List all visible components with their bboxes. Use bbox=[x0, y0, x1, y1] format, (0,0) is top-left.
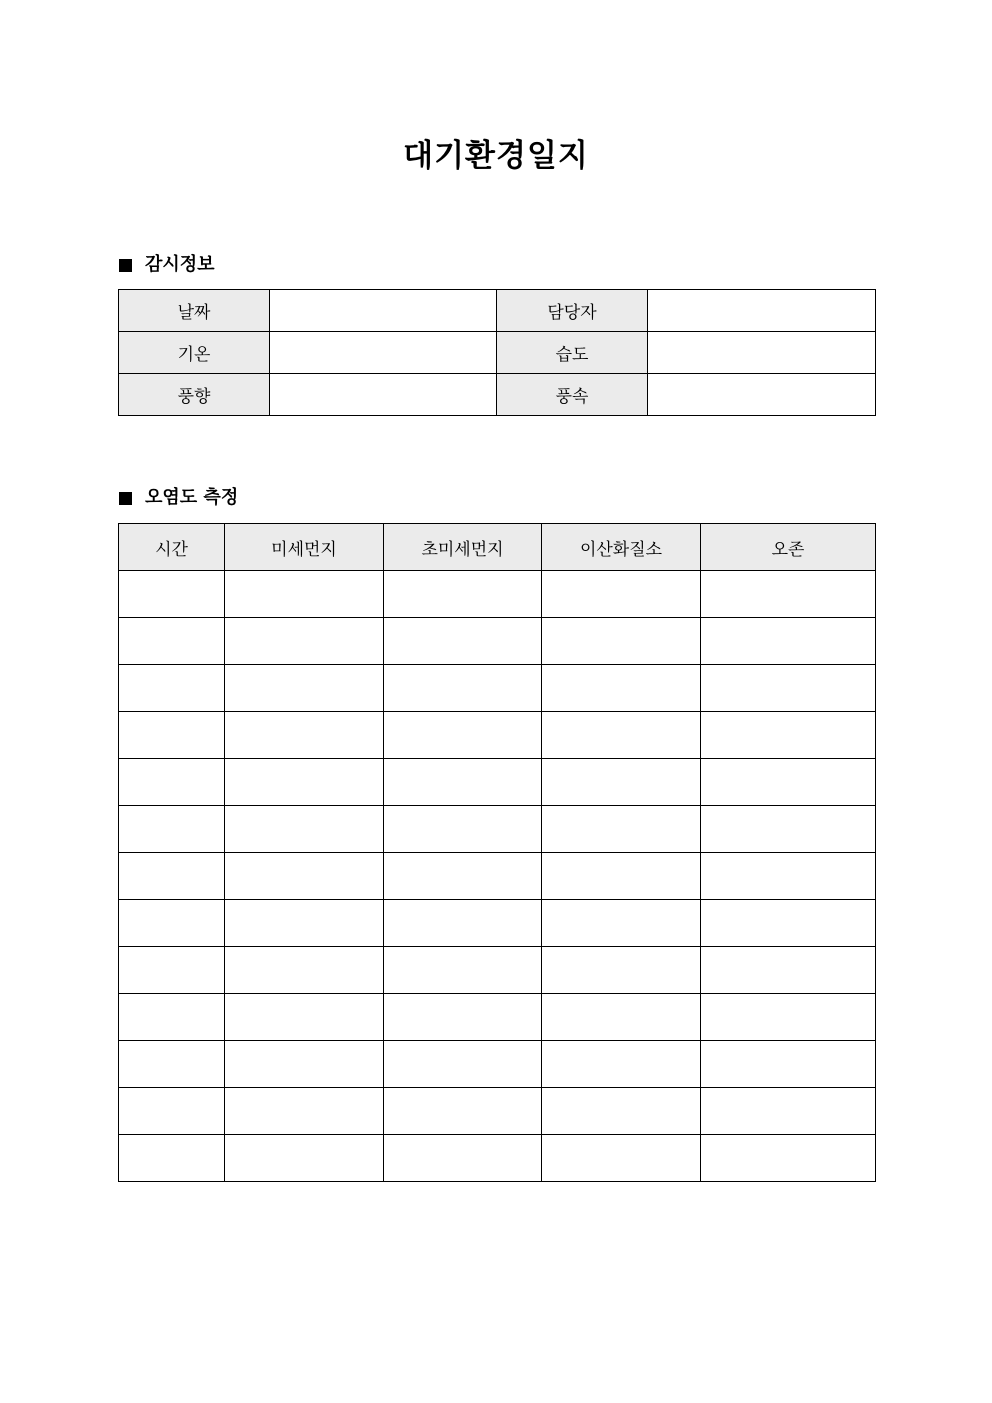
section-heading-label: 감시정보 bbox=[145, 254, 215, 275]
measurement-cell[interactable] bbox=[384, 1041, 542, 1088]
measurement-cell[interactable] bbox=[225, 900, 384, 947]
info-value-cell[interactable] bbox=[270, 290, 497, 332]
info-value-cell[interactable] bbox=[648, 332, 876, 374]
measurement-cell[interactable] bbox=[542, 947, 701, 994]
table-row bbox=[119, 665, 876, 712]
measurement-cell[interactable] bbox=[119, 571, 225, 618]
info-label-cell: 날짜 bbox=[119, 290, 270, 332]
info-label-cell: 풍향 bbox=[119, 374, 270, 416]
black-square-icon bbox=[119, 492, 132, 505]
measurement-cell[interactable] bbox=[701, 665, 876, 712]
column-header: 초미세먼지 bbox=[384, 524, 542, 571]
measurement-cell[interactable] bbox=[119, 1088, 225, 1135]
measurement-cell[interactable] bbox=[701, 712, 876, 759]
measurement-cell[interactable] bbox=[225, 1088, 384, 1135]
measurement-cell[interactable] bbox=[701, 900, 876, 947]
section-heading-pollution bbox=[119, 485, 238, 511]
measurement-cell[interactable] bbox=[384, 1135, 542, 1182]
measurement-cell[interactable] bbox=[225, 947, 384, 994]
page-title: 대기환경일지 bbox=[403, 138, 589, 174]
measurement-cell[interactable] bbox=[542, 900, 701, 947]
measurement-cell[interactable] bbox=[225, 712, 384, 759]
column-header: 미세먼지 bbox=[225, 524, 384, 571]
measurement-cell[interactable] bbox=[701, 806, 876, 853]
measurement-cell[interactable] bbox=[542, 571, 701, 618]
table-row bbox=[119, 618, 876, 665]
measurement-cell[interactable] bbox=[384, 900, 542, 947]
section-heading-monitoring bbox=[119, 252, 215, 278]
info-value-cell[interactable] bbox=[270, 374, 497, 416]
info-row bbox=[119, 290, 876, 332]
measurement-cell[interactable] bbox=[542, 994, 701, 1041]
table-row bbox=[119, 806, 876, 853]
table-row bbox=[119, 712, 876, 759]
measurement-cell[interactable] bbox=[542, 853, 701, 900]
monitoring-info-table bbox=[118, 289, 876, 416]
column-header: 시간 bbox=[119, 524, 225, 571]
table-row bbox=[119, 1135, 876, 1182]
measurement-cell[interactable] bbox=[225, 665, 384, 712]
measurement-cell[interactable] bbox=[384, 571, 542, 618]
measurement-cell[interactable] bbox=[701, 1135, 876, 1182]
measurement-cell[interactable] bbox=[542, 1088, 701, 1135]
measurement-cell[interactable] bbox=[384, 806, 542, 853]
measurement-cell[interactable] bbox=[542, 618, 701, 665]
measurement-cell[interactable] bbox=[701, 759, 876, 806]
measurement-cell[interactable] bbox=[384, 853, 542, 900]
measurement-cell[interactable] bbox=[701, 853, 876, 900]
info-label-cell: 기온 bbox=[119, 332, 270, 374]
measurement-cell[interactable] bbox=[119, 947, 225, 994]
measurement-cell[interactable] bbox=[701, 947, 876, 994]
measurement-cell[interactable] bbox=[701, 1041, 876, 1088]
info-value-cell[interactable] bbox=[648, 290, 876, 332]
info-row bbox=[119, 332, 876, 374]
table-header-row bbox=[119, 524, 876, 571]
measurement-cell[interactable] bbox=[384, 1088, 542, 1135]
measurement-cell[interactable] bbox=[119, 900, 225, 947]
section-heading-label: 오염도 측정 bbox=[145, 487, 239, 508]
measurement-cell[interactable] bbox=[225, 994, 384, 1041]
black-square-icon bbox=[119, 259, 132, 272]
info-value-cell[interactable] bbox=[270, 332, 497, 374]
measurement-cell[interactable] bbox=[384, 994, 542, 1041]
measurement-cell[interactable] bbox=[119, 806, 225, 853]
measurement-cell[interactable] bbox=[119, 759, 225, 806]
info-label-cell: 담당자 bbox=[497, 290, 648, 332]
info-label-cell: 습도 bbox=[497, 332, 648, 374]
measurement-cell[interactable] bbox=[119, 853, 225, 900]
measurement-cell[interactable] bbox=[701, 994, 876, 1041]
measurement-cell[interactable] bbox=[119, 665, 225, 712]
measurement-cell[interactable] bbox=[225, 571, 384, 618]
measurement-cell[interactable] bbox=[119, 994, 225, 1041]
measurement-cell[interactable] bbox=[542, 806, 701, 853]
measurement-cell[interactable] bbox=[384, 665, 542, 712]
measurement-cell[interactable] bbox=[542, 665, 701, 712]
table-row bbox=[119, 853, 876, 900]
column-header: 오존 bbox=[701, 524, 876, 571]
measurement-cell[interactable] bbox=[542, 712, 701, 759]
measurement-cell[interactable] bbox=[384, 618, 542, 665]
measurement-cell[interactable] bbox=[384, 712, 542, 759]
table-row bbox=[119, 1041, 876, 1088]
measurement-cell[interactable] bbox=[225, 806, 384, 853]
measurement-cell[interactable] bbox=[225, 853, 384, 900]
measurement-cell[interactable] bbox=[119, 1135, 225, 1182]
measurement-cell[interactable] bbox=[225, 759, 384, 806]
info-label-cell: 풍속 bbox=[497, 374, 648, 416]
measurement-cell[interactable] bbox=[701, 618, 876, 665]
measurement-cell[interactable] bbox=[542, 1135, 701, 1182]
measurement-cell[interactable] bbox=[701, 1088, 876, 1135]
table-row bbox=[119, 900, 876, 947]
info-row bbox=[119, 374, 876, 416]
measurement-cell[interactable] bbox=[119, 712, 225, 759]
measurement-cell[interactable] bbox=[542, 759, 701, 806]
measurement-cell[interactable] bbox=[119, 1041, 225, 1088]
measurement-cell[interactable] bbox=[384, 947, 542, 994]
table-row bbox=[119, 947, 876, 994]
measurement-cell[interactable] bbox=[384, 759, 542, 806]
measurement-cell[interactable] bbox=[542, 1041, 701, 1088]
info-value-cell[interactable] bbox=[648, 374, 876, 416]
table-row bbox=[119, 759, 876, 806]
pollution-measurement-table bbox=[118, 523, 876, 1182]
measurement-cell[interactable] bbox=[225, 1135, 384, 1182]
table-row bbox=[119, 1088, 876, 1135]
table-row bbox=[119, 994, 876, 1041]
table-row bbox=[119, 571, 876, 618]
measurement-cell[interactable] bbox=[225, 1041, 384, 1088]
measurement-cell[interactable] bbox=[225, 618, 384, 665]
measurement-cell[interactable] bbox=[701, 571, 876, 618]
column-header: 이산화질소 bbox=[542, 524, 701, 571]
measurement-cell[interactable] bbox=[119, 618, 225, 665]
